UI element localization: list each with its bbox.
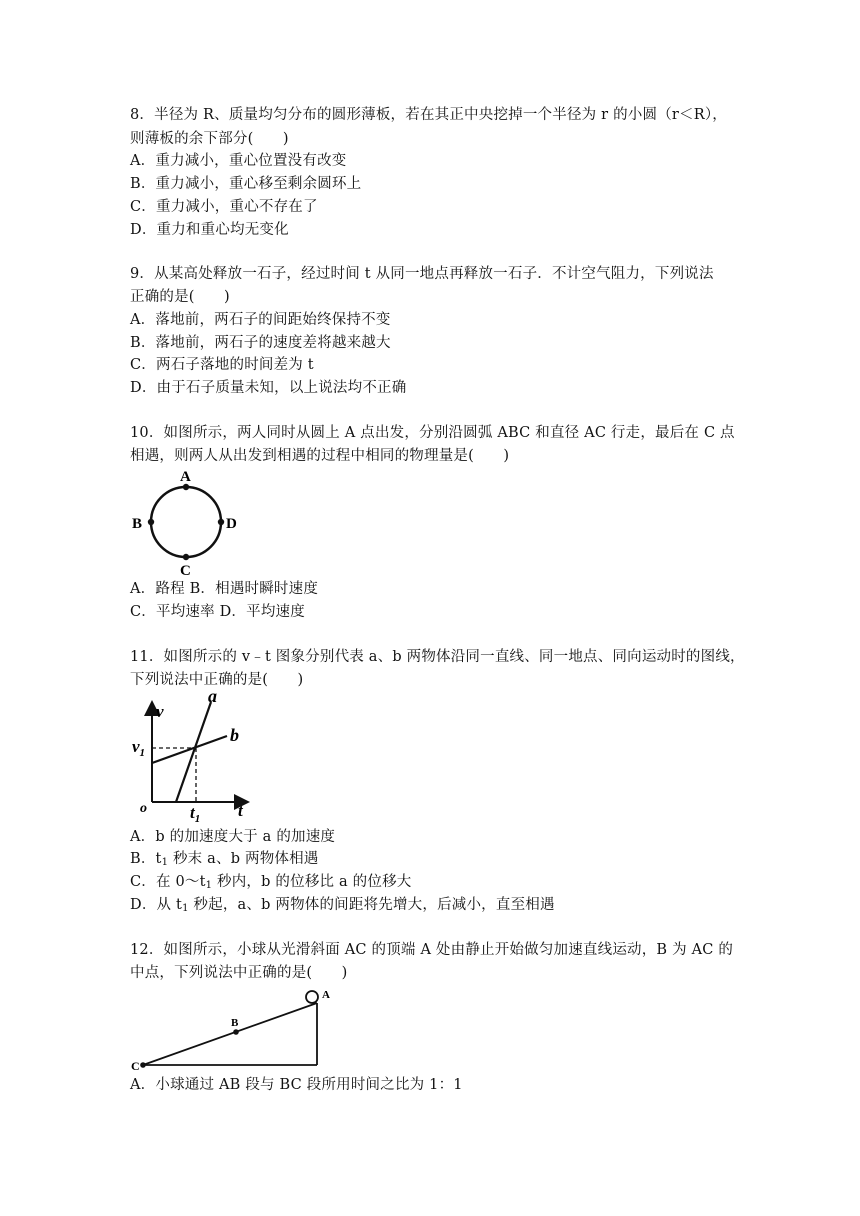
label-a: a [208,688,217,706]
q8-option-c: C．重力减小，重心不存在了 [130,199,318,215]
label-b: b [230,725,239,745]
line-b [152,736,227,763]
q10-circle-figure [128,464,248,576]
label-a: A [180,469,191,485]
point-c [183,554,189,560]
point-c [140,1062,146,1068]
q11-stem-line1: 11．如图所示的 v﹣t 图象分别代表 a、b 两物体沿同一直线、同一地点、同向运动时的图线， [130,649,745,665]
label-v1: $v_1$ [132,737,146,759]
q10-stem-line2: 相遇，则两人从出发到相遇的过程中相同的物理量是( ) [130,448,510,464]
q9-stem-line2: 正确的是( ) [130,289,230,305]
point-d [218,519,224,525]
q12-stem-line2: 中点，下列说法中正确的是( ) [130,965,348,981]
q9-stem-line1: 9．从某高处释放一石子，经过时间 t 从同一地点再释放一石子．不计空气阻力，下列说法 [130,266,714,282]
q11-option-b: B．$t_1$ 秒末 a、b 两物体相遇 [130,851,319,868]
q8-option-a: A．重力减小，重心位置没有改变 [130,153,347,169]
label-t1: $t_1$ [190,803,201,824]
label-v: v [156,702,164,721]
label-t: t [238,801,243,820]
q11-option-c: C．在 $0\sim t_1$ 秒内，b 的位移比 a 的位移大 [130,874,412,891]
point-b [148,519,154,525]
q10-option-ab: A．路程 B．相遇时瞬时速度 [130,581,319,597]
q12-incline-figure [128,984,348,1074]
q12-stem-line1: 12．如图所示，小球从光滑斜面 AC 的顶端 A 处由静止开始做匀加速直线运动，B 为 AC 的 [130,942,734,958]
q9-option-c: C．两石子落地的时间差为 t [130,357,314,373]
q8-option-b: B．重力减小，重心移至剩余圆环上 [130,176,362,192]
q11-option-d: D．从 $t_1$ 秒起，a、b 两物体的间距将先增大，后减小，直至相遇 [130,897,555,914]
label-c: C [131,1059,140,1073]
label-d: D [226,516,237,532]
q8-stem-line1: 8．半径为 R、质量均匀分布的圆形薄板，若在其正中央挖掉一个半径为 r 的小圆（r＜R）， [130,107,727,123]
label-origin: o [140,801,147,816]
q8-option-d: D．重力和重心均无变化 [130,222,289,238]
q10-stem-line1: 10．如图所示，两人同时从圆上 A 点出发，分别沿圆弧 ABC 和直径 AC 行走，最后在 C 点 [130,425,735,441]
label-a: A [322,989,330,1001]
q8-stem-line2: 则薄板的余下部分( ) [130,131,289,147]
circle-shape [151,487,221,557]
q10-option-cd: C．平均速率 D．平均速度 [130,604,305,620]
q11-vt-graph [128,688,258,824]
point-b [233,1029,239,1035]
q9-option-d: D．由于石子质量未知，以上说法均不正确 [130,380,407,396]
label-c: C [180,563,191,576]
incline-ac [143,1003,317,1065]
label-b: B [132,516,143,532]
label-b: B [231,1017,239,1029]
q9-option-a: A．落地前，两石子的间距始终保持不变 [130,312,391,328]
q11-stem-line2: 下列说法中正确的是( ) [130,672,304,688]
ball [306,991,318,1003]
q9-option-b: B．落地前，两石子的速度差将越来越大 [130,335,391,351]
q12-option-a: A．小球通过 AB 段与 BC 段所用时间之比为 1：1 [130,1077,463,1093]
q11-option-a: A．b 的加速度大于 a 的加速度 [130,829,336,845]
